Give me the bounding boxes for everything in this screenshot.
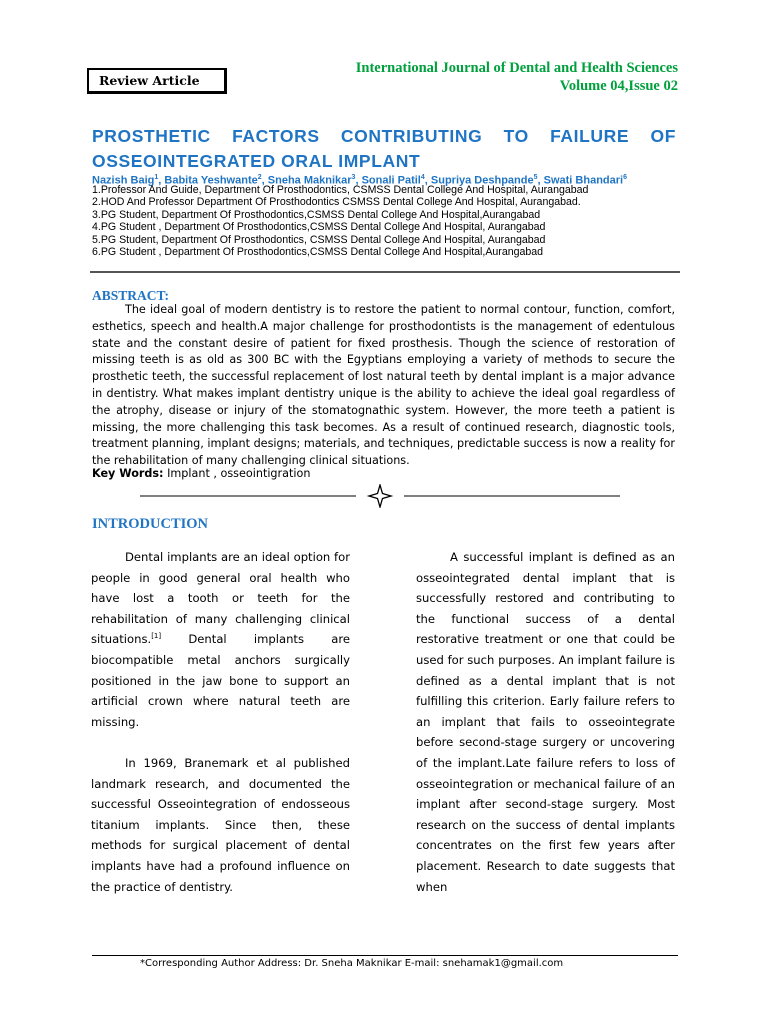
author-sup: 5 [533,174,538,181]
paragraph [91,547,350,732]
affiliation-item: 1.Professor And Guide, Department Of Prosthodontics, CSMSS Dental College And Hospital, Aurangabad [92,184,589,196]
author-list: Nazish Baig$^1$, Babita Yeshwante$^2$, Sneha Maknikar$^3$, Sonali Patil$^4$, Supriya Deshpande$^5$, Swati Bhandari$^6$ [92,174,627,187]
title-line-1: PROSTHETIC FACTORS CONTRIBUTING TO FAILURE OF [92,126,676,146]
paragraph: In 1969, Branemark et al published landmark research, and documented the successful Osseointegration of endosseous titanium implants. Since then, these methods for surgical placement of dental implants have had a profound influence on the practice of dentistry. [91,755,350,894]
paragraph-text: Dental implants are an ideal option for people in good general oral health who have lost a tooth or teeth for the rehabilitation of many challenging clinical situations. [91,550,350,647]
keywords [92,467,310,480]
affiliation-item: 2.HOD And Professor Department Of Prosthodontics CSMSS Dental College And Hospital, Aurangabad. [92,196,581,209]
four-point-star-icon [369,485,391,507]
header-divider [90,271,680,273]
author-name: Supriya Deshpande [430,174,534,187]
author-sup: 3 [351,174,356,181]
journal-name: International Journal of Dental and Health Sciences [355,60,678,76]
keywords-value: Implant , osseointigration [163,467,311,480]
affiliation-item: 5.PG Student, Department Of Prosthodontics, CSMSS Dental College And Hospital, Aurangabad [92,233,546,246]
corresponding-author: *Corresponding Author Address: Dr. Sneha Maknikar E-mail: snehamak1@gmail.com [140,958,564,969]
article-type-badge: Review Article [87,68,227,94]
author-name: Nazish Baig [92,174,155,187]
abstract-text: The ideal goal of modern dentistry is to restore the patient to normal contour, function, comfort, esthetics, speech and health.A major challenge for prosthodontists is the management of edentulous state and the constant desire of patient for fixed prosthesis. Though the science of restoration of missing teeth is as old as 300 BC with the Egyptians employing a variety of methods to secure the prosthetic teeth, the successful replacement of lost natural teeth by dental implant is a major advance in dentistry. What makes implant dentistry unique is the ability to achieve the ideal goal regardless of the atrophy, disease or injury of the stomatognathic system. However, the more teeth a patient is missing, the more challenging this task becomes. As a result of continued research, diagnostic tools, treatment planning, implant designs; materials, and techniques, predictable success is now a reality for the rehabilitation of many challenging clinical situations. [92,303,675,468]
author-name: Babita Yeshwante [164,174,258,187]
author-name: Sneha Maknikar [267,174,352,187]
volume-issue: Volume 04,Issue 02 [559,78,678,94]
author-sup: 6 [623,174,627,181]
paragraph-text: Dental implants are biocompatible metal anchors surgically positioned in the jaw bone to support an artificial crown where natural teeth are missing. [91,632,350,729]
affiliation-list [92,184,588,258]
author-name: Swati Bhandari [543,174,624,187]
author-name: Sonali Patil [361,174,421,187]
affiliation-item: 6.PG Student , Department Of Prosthodontics,CSMSS Dental College And Hospital,Aurangabad [92,246,544,259]
right-column [416,547,675,918]
journal-header [356,59,678,95]
author-sup: 1 [154,174,159,181]
article-title [92,124,676,174]
citation-ref: [1] [151,632,162,641]
affiliation-item: 4.PG Student , Department Of Prosthodontics,CSMSS Dental College And Hospital, Aurangabad [92,221,546,234]
keywords-label: Key Words: [92,467,164,480]
paragraph: A successful implant is defined as an osseointegrated dental implant that is successfully restored and contributing to the functional success of a dental restorative treatment or one that could be used for such purposes. An implant failure is defined as a dental implant that is not fulfilling this criterion. Early failure refers to an implant that fails to osseointegrate before second-stage surgery or uncovering of the implant.Late failure refers to loss of osseointegration or mechanical failure of an implant after second-stage surgery. Most research on the success of dental implants concentrates on the first few years after placement. Research to date suggests that when [416,550,675,894]
affiliation-item: 3.PG Student, Department Of Prosthodontics,CSMSS Dental College And Hospital,Aurangabad [92,208,541,221]
introduction-heading: INTRODUCTION [92,516,209,532]
left-column [91,547,350,918]
footer-divider [92,955,678,956]
section-separator [140,484,620,508]
author-sup: 2 [257,174,262,181]
title-line-2: OSSEOINTEGRATED ORAL IMPLANT [92,151,421,171]
abstract-heading: ABSTRACT: [92,288,170,303]
author-sup: 4 [420,174,425,181]
